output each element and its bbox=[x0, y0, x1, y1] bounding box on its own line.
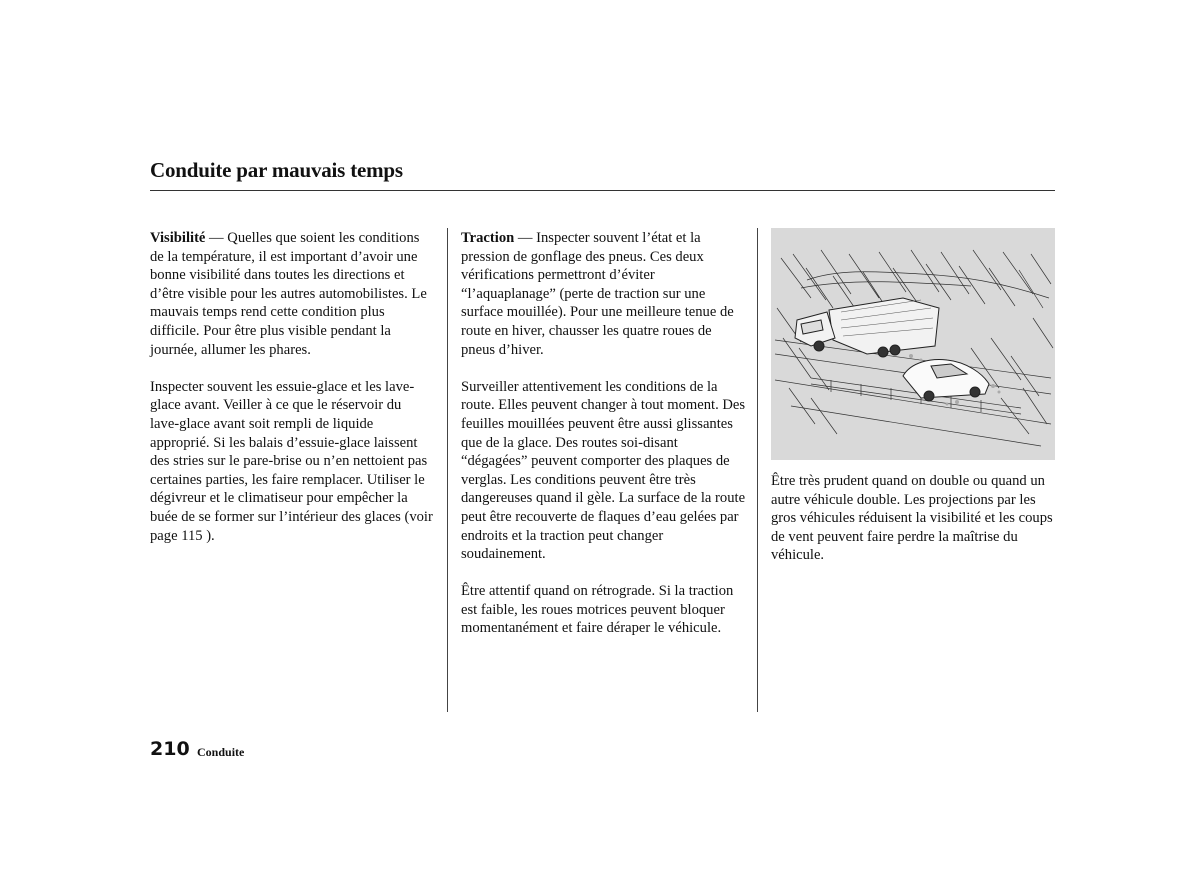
truck-overtaking-illustration bbox=[771, 228, 1055, 460]
section-name: Conduite bbox=[197, 745, 245, 759]
visibility-heading: Visibilité bbox=[150, 230, 206, 246]
column-divider-left bbox=[447, 228, 448, 712]
paragraph-traction bbox=[461, 229, 746, 359]
rain-road-drawing bbox=[771, 228, 1055, 460]
paragraph-road-conditions: Surveiller attentivement les conditions de la route. Elles peuvent changer à tout moment. Des feuilles mouillées peuvent être aussi glissantes que de la glace. Des routes soi-disant “dégagées” peuvent comporter des plaques de verglas. Les conditions peuvent être très dangereuses quand il gèle. La surface de la route peut être recouverte de flaques d’eau gelées par endroits et la traction peut changer soudainement. bbox=[461, 378, 746, 563]
paragraph-wipers: Inspecter souvent les essuie-glace et les lave-glace avant. Veiller à ce que le réservoir du lave-glace avant soit rempli de liquide approprié. Si les balais d’essuie-glace laissent des stries sur le pare-brise ou n’en nettoient pas certaines parties, les faire remplacer. Utiliser le dégivreur et le climatiseur pour empêcher la buée de se former sur l’intérieur des glaces (voir page 115 ). bbox=[150, 378, 433, 544]
paragraph-downshift: Être attentif quand on rétrograde. Si la traction est faible, les roues motrices peuvent bloquer momentanément et faire déraper le véhicule. bbox=[461, 583, 734, 637]
traction-heading: Traction bbox=[461, 230, 515, 246]
em-dash: — bbox=[514, 230, 537, 246]
visibility-text: Quelles que soient les conditions de la température, il est important d’avoir une bonne visibilité dans toutes les directions et d’être visible pour les autres automobilistes. Le mauvais temps rend cette condition plus difficile. Pour être plus visible pendant la journée, allumer les phares. bbox=[150, 230, 427, 358]
title-rule bbox=[150, 190, 1055, 191]
page-number: 210 bbox=[150, 738, 190, 760]
column-traction bbox=[461, 229, 746, 657]
page-title: Conduite par mauvais temps bbox=[150, 158, 403, 182]
column-visibility bbox=[150, 229, 434, 564]
illustration-caption: Être très prudent quand on double ou quand un autre véhicule double. Les projections par les gros véhicules réduisent la visibilité et les coups de vent peuvent faire perdre la maîtrise du véhicule. bbox=[771, 473, 1053, 564]
column-divider-right bbox=[757, 228, 758, 712]
paragraph-visibility bbox=[150, 229, 434, 359]
traction-text: Inspecter souvent l’état et la pression de gonflage des pneus. Ces deux vérifications permettront d’éviter “l’aquaplanage” (perte de traction sur une surface mouillée). Pour une meilleure tenue de route en hiver, chausser les quatre roues de pneus d’hiver. bbox=[461, 230, 734, 358]
column-caption bbox=[771, 472, 1055, 584]
em-dash: — bbox=[205, 230, 228, 246]
